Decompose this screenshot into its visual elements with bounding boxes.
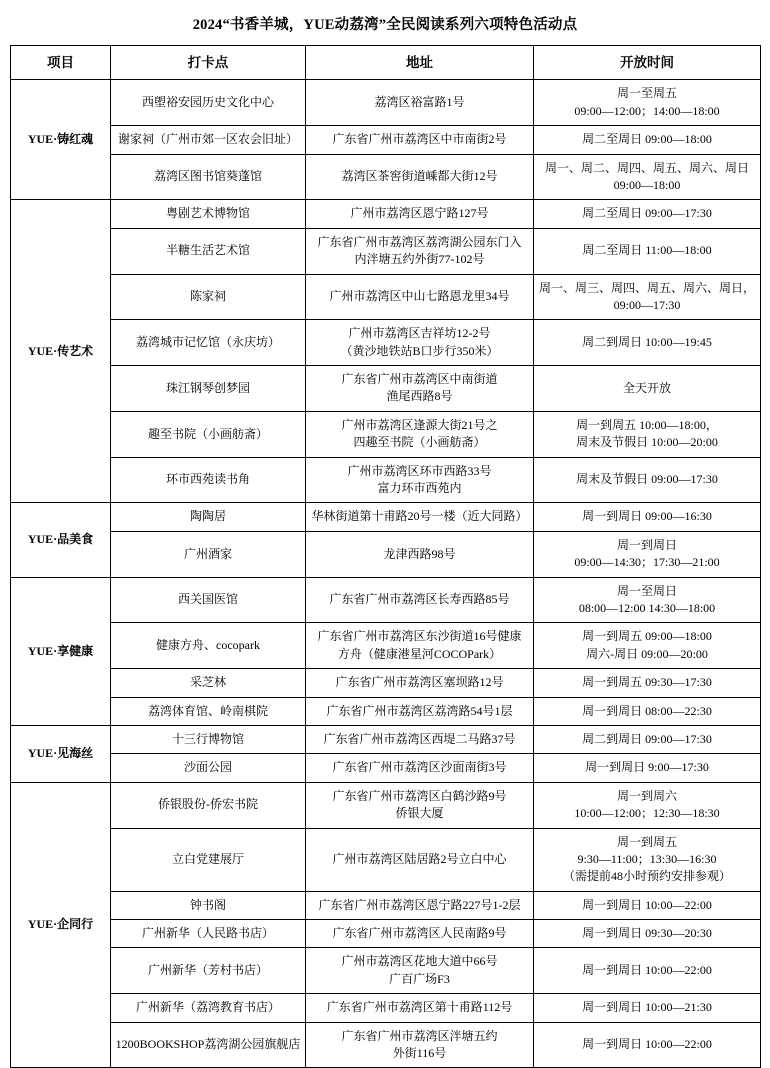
category-cell: YUE·企同行 <box>11 782 111 1068</box>
hours-line: 周一到周日 10:00—22:00 <box>582 897 712 912</box>
spot-cell: 西塱裕安园历史文化中心 <box>111 80 306 126</box>
hours-cell <box>534 994 761 1022</box>
address-line: 广东省广州市荔湾区塞坝路12号 <box>335 675 504 690</box>
address-cell <box>306 623 534 669</box>
hours-line: 周一到周五 10:00—18:00， <box>576 417 718 432</box>
table-row <box>11 725 761 753</box>
table-row <box>11 200 761 228</box>
table-row <box>11 80 761 126</box>
hours-cell <box>534 782 761 828</box>
address-cell <box>306 80 534 126</box>
hours-line: 周一至周五 <box>616 86 677 101</box>
spot-cell: 陶陶居 <box>111 503 306 531</box>
spot-cell: 广州酒家 <box>111 531 306 577</box>
spot-cell: 谢家祠（广州市郊一区农会旧址） <box>111 126 306 154</box>
address-line: 广东省广州市荔湾区荔湾湖公园东门入 <box>317 234 522 249</box>
category-cell: YUE·品美食 <box>11 503 111 577</box>
spot-cell: 陈家祠 <box>111 274 306 320</box>
hours-cell <box>534 80 761 126</box>
hours-line: 周一到周日 10:00—21:30 <box>582 1000 712 1015</box>
table-row <box>11 320 761 366</box>
hours-line: 周二到周日 10:00—19:45 <box>582 335 712 349</box>
address-line: 广州市荔湾区环市西路33号 <box>347 463 492 478</box>
column-header-address: 地址 <box>306 45 534 80</box>
address-line: 广州市荔湾区陆居路2号立白中心 <box>332 851 507 866</box>
address-line: 广州市荔湾区吉祥坊12-2号 <box>348 326 491 341</box>
hours-cell <box>534 228 761 274</box>
page-title: 2024“书香羊城，YUE动荔湾”全民阅读系列六项特色活动点 <box>192 17 578 33</box>
hours-cell <box>534 154 761 200</box>
table-row <box>11 623 761 669</box>
address-cell <box>306 577 534 623</box>
address-cell <box>306 948 534 994</box>
address-cell <box>306 891 534 919</box>
address-line: 广州市荔湾区花地大道中66号 <box>341 954 498 969</box>
spot-cell: 立白党建展厅 <box>111 828 306 891</box>
address-line: 广东省广州市荔湾区中市南街2号 <box>332 132 507 147</box>
hours-line: 周末及节假日 10:00—20:00 <box>576 435 718 450</box>
address-cell <box>306 457 534 503</box>
address-line: 广东省广州市荔湾区沙面南街3号 <box>332 760 507 775</box>
hours-cell <box>534 126 761 154</box>
table-row <box>11 154 761 200</box>
hours-line: 周末及节假日 09:00—17:30 <box>576 472 718 487</box>
address-line: 广州市荔湾区逢源大街21号之 <box>341 417 498 432</box>
hours-cell <box>534 503 761 531</box>
table-row <box>11 1022 761 1068</box>
table-row <box>11 366 761 412</box>
address-line: 龙津西路98号 <box>383 546 456 561</box>
address-cell <box>306 126 534 154</box>
hours-cell <box>534 1022 761 1068</box>
address-line: 广州市荔湾区恩宁路127号 <box>350 206 489 221</box>
table-row <box>11 126 761 154</box>
address-cell <box>306 411 534 457</box>
hours-cell <box>534 669 761 697</box>
hours-line: 周二至周日 09:00—18:00 <box>582 132 712 147</box>
hours-cell <box>534 411 761 457</box>
address-line: 荔湾区裕富路1号 <box>374 95 465 110</box>
hours-cell <box>534 320 761 366</box>
table-row <box>11 577 761 623</box>
spot-cell: 十三行博物馆 <box>111 725 306 753</box>
address-line: 富力环市西苑内 <box>377 481 462 496</box>
spot-cell: 1200BOOKSHOP荔湾湖公园旗舰店 <box>111 1022 306 1068</box>
spot-cell: 广州新华（荔湾教育书店） <box>111 994 306 1022</box>
address-line: 荔湾区茶窖街道嵊都大街12号 <box>341 169 498 184</box>
spot-cell: 西关国医馆 <box>111 577 306 623</box>
hours-cell <box>534 725 761 753</box>
table-row <box>11 754 761 782</box>
address-line: 四趣至书院（小画舫斋） <box>353 435 486 450</box>
address-cell <box>306 200 534 228</box>
hours-line: 周一至周日 <box>616 583 677 598</box>
table-row <box>11 697 761 725</box>
hours-line: 09:00—12:00；14:00—18:00 <box>574 103 720 118</box>
category-cell: YUE·铸红魂 <box>11 80 111 200</box>
spot-cell: 采芝林 <box>111 669 306 697</box>
address-line: （黄沙地铁站B口步行350米） <box>340 343 499 358</box>
hours-cell <box>534 200 761 228</box>
address-line: 内泮塘五约外街77-102号 <box>354 252 485 267</box>
hours-cell <box>534 828 761 891</box>
hours-line: 周一到周日 10:00—22:00 <box>582 1037 712 1052</box>
address-cell <box>306 1022 534 1068</box>
table-row <box>11 503 761 531</box>
spot-cell: 钟书阁 <box>111 891 306 919</box>
hours-line: 09:00—18:00 <box>613 177 681 192</box>
activity-points-table <box>10 45 761 1068</box>
category-cell: YUE·传艺术 <box>11 200 111 503</box>
category-cell: YUE·见海丝 <box>11 725 111 782</box>
hours-line: 周一到周日 9:00—17:30 <box>585 760 709 775</box>
spot-cell: 环市西苑读书角 <box>111 457 306 503</box>
hours-line: 09:00—14:30；17:30—21:00 <box>574 555 720 570</box>
table-row <box>11 828 761 891</box>
spot-cell: 珠江钢琴创梦园 <box>111 366 306 412</box>
address-cell <box>306 531 534 577</box>
spot-cell: 荔湾区图书馆葵蓬馆 <box>111 154 306 200</box>
hours-line: 周一到周日 08:00—22:30 <box>582 703 712 718</box>
address-line: 广东省广州市荔湾区长寿西路85号 <box>329 592 510 607</box>
address-line: 广东省广州市荔湾区第十甫路112号 <box>326 1000 513 1015</box>
address-cell <box>306 725 534 753</box>
address-line: 广东省广州市荔湾区人民南路9号 <box>332 926 507 941</box>
column-header-project: 项目 <box>11 45 111 80</box>
address-line: 广东省广州市荔湾区中南街道 <box>341 372 498 387</box>
spot-cell: 广州新华（人民路书店） <box>111 920 306 948</box>
spot-cell: 荔湾城市记忆馆（永庆坊） <box>111 320 306 366</box>
hours-line: 周一到周日 <box>616 537 677 552</box>
hours-cell <box>534 274 761 320</box>
hours-line: 周一到周五 09:00—18:00 <box>582 629 712 644</box>
address-cell <box>306 697 534 725</box>
address-line: 广东省广州市荔湾区东沙街道16号健康 <box>317 629 522 644</box>
hours-line: 9:30—11:00；13:30—16:30 <box>577 851 717 866</box>
spot-cell: 沙面公园 <box>111 754 306 782</box>
spot-cell: 粤剧艺术博物馆 <box>111 200 306 228</box>
hours-cell <box>534 577 761 623</box>
category-cell: YUE·享健康 <box>11 577 111 725</box>
hours-cell <box>534 531 761 577</box>
hours-line: 周二到周日 09:00—17:30 <box>582 731 712 746</box>
address-cell <box>306 754 534 782</box>
address-line: 广东省广州市荔湾区荔湾路54号1层 <box>326 703 513 718</box>
hours-cell <box>534 457 761 503</box>
address-line: 方舟（健康港星河COCOPark） <box>337 646 502 661</box>
address-line: 侨银大厦 <box>395 806 444 821</box>
spot-cell: 广州新华（芳村书店） <box>111 948 306 994</box>
table-row <box>11 531 761 577</box>
hours-line: 周一到周日 09:00—16:30 <box>582 509 712 524</box>
hours-cell <box>534 754 761 782</box>
address-cell <box>306 154 534 200</box>
address-cell <box>306 228 534 274</box>
hours-line: 周一到周日 10:00—22:00 <box>582 963 712 978</box>
address-line: 广东省广州市荔湾区泮塘五约 <box>341 1028 498 1043</box>
spot-cell: 荔湾体育馆、岭南棋院 <box>111 697 306 725</box>
hours-line: 周一到周五 <box>616 834 677 849</box>
hours-line: 周六-周日 09:00—20:00 <box>586 646 708 661</box>
hours-cell <box>534 891 761 919</box>
hours-line: 周一、周三、周四、周五、周六、周日， <box>538 280 755 295</box>
column-header-hours: 开放时间 <box>534 45 761 80</box>
hours-cell <box>534 623 761 669</box>
table-row <box>11 891 761 919</box>
address-cell <box>306 920 534 948</box>
address-cell <box>306 366 534 412</box>
table-row <box>11 274 761 320</box>
address-cell <box>306 828 534 891</box>
spot-cell: 健康方舟、cocopark <box>111 623 306 669</box>
address-line: 渔尾西路8号 <box>386 389 453 404</box>
hours-cell <box>534 366 761 412</box>
spot-cell: 侨银股份-侨宏书院 <box>111 782 306 828</box>
hours-line: 周二至周日 11:00—18:00 <box>582 243 712 258</box>
table-row <box>11 228 761 274</box>
address-line: 广东省广州市荔湾区西堤二马路37号 <box>323 731 516 746</box>
address-cell <box>306 994 534 1022</box>
hours-line: 08:00—12:00 14:30—18:00 <box>578 601 716 615</box>
table-row <box>11 411 761 457</box>
spot-cell: 半糖生活艺术馆 <box>111 228 306 274</box>
table-row <box>11 782 761 828</box>
table-body <box>11 80 761 1068</box>
table-header-row <box>11 45 761 80</box>
address-cell <box>306 503 534 531</box>
hours-line: 10:00—12:00；12:30—18:30 <box>574 806 720 821</box>
address-line: 广东省广州市荔湾区白鹤沙路9号 <box>332 788 507 803</box>
hours-cell <box>534 948 761 994</box>
hours-line: （需提前48小时预约安排参观） <box>562 869 731 884</box>
address-cell <box>306 782 534 828</box>
table-row <box>11 457 761 503</box>
table-header <box>11 45 761 80</box>
hours-line: 周一到周日 09:30—20:30 <box>582 926 712 941</box>
address-line: 广州市荔湾区中山七路恩龙里34号 <box>329 289 510 304</box>
hours-line: 周一到周五 09:30—17:30 <box>582 675 712 690</box>
address-line: 广东省广州市荔湾区恩宁路227号1-2层 <box>318 897 521 912</box>
hours-cell <box>534 920 761 948</box>
hours-line: 周二至周日 09:00—17:30 <box>582 206 712 221</box>
address-line: 华林街道第十甫路20号一楼（近大同路） <box>311 509 528 524</box>
address-cell <box>306 320 534 366</box>
hours-line: 周一、周二、周四、周五、周六、周日 <box>544 160 749 175</box>
hours-line: 周一到周六 <box>616 788 677 803</box>
spot-cell: 趣至书院（小画舫斋） <box>111 411 306 457</box>
table-row <box>11 920 761 948</box>
hours-cell <box>534 697 761 725</box>
address-cell <box>306 274 534 320</box>
hours-line: 09:00—17:30 <box>613 297 681 312</box>
hours-line: 全天开放 <box>622 380 671 395</box>
table-row <box>11 948 761 994</box>
table-row <box>11 994 761 1022</box>
table-row <box>11 669 761 697</box>
address-cell <box>306 669 534 697</box>
address-line: 外街116号 <box>392 1046 447 1061</box>
column-header-spot: 打卡点 <box>111 45 306 80</box>
address-line: 广百广场F3 <box>389 971 450 986</box>
